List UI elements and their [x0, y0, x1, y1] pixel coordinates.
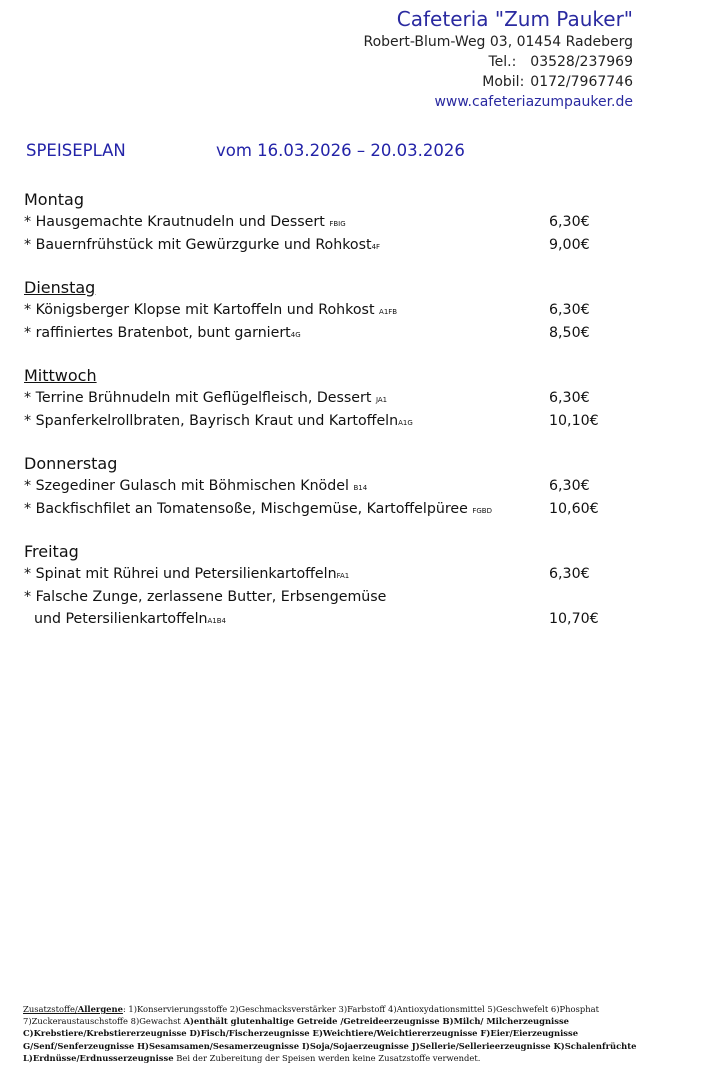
day-section-montag: [24, 188, 624, 256]
dish-row: [24, 410, 624, 433]
dish-name: * Bauernfrühstück mit Gewürzgurke und Rohkost: [24, 236, 372, 253]
day-heading: Dienstag: [24, 278, 96, 297]
footer-colon: :: [122, 1004, 129, 1014]
day-heading: Freitag: [24, 542, 79, 561]
allergen-codes: FA1: [336, 572, 350, 580]
day-heading: Donnerstag: [24, 454, 118, 473]
dish-name: * Spanferkelrollbraten, Bayrisch Kraut und Kartoffeln: [24, 412, 399, 429]
day-heading: Mittwoch: [24, 366, 97, 385]
dish-row: [24, 211, 624, 234]
allergen-codes: 4G: [290, 330, 301, 339]
allergen-codes: FGBD: [472, 506, 492, 515]
dish-price: 9,00€: [549, 236, 590, 253]
footer-label-allergens: Allergene: [77, 1004, 123, 1014]
dish-name: * Hausgemachte Krautnudeln und Dessert: [24, 214, 330, 230]
dish-row: [24, 498, 624, 521]
header: [363, 6, 633, 112]
dish-price: 6,30€: [549, 566, 590, 582]
additives-list: 1)Konservierungsstoffe 2)Geschmacksverstärker 3)Farbstoff 4)Antioxydationsmittel 5)Geschwefelt 6)Phosphat 7)Zuckeraustauschstoffe 8)Gewachst: [23, 1004, 599, 1027]
dish-row: [24, 234, 624, 257]
day-section-mittwoch: [24, 364, 624, 432]
allergen-codes: 4F: [371, 242, 381, 251]
dish-row: [24, 475, 624, 498]
speiseplan-label: SPEISEPLAN: [26, 141, 126, 160]
day-section-dienstag: [24, 276, 624, 344]
allergen-codes: B14: [353, 484, 368, 492]
dish-row: [24, 586, 624, 609]
dish-name: * raffiniertes Bratenbot, bunt garniert: [24, 324, 291, 341]
allergen-codes: JA1: [375, 396, 388, 404]
dish-name: * Szegediner Gulasch mit Böhmischen Knödel: [24, 478, 354, 494]
dish-price: 6,30€: [549, 390, 590, 406]
allergen-codes: A1FB: [379, 308, 398, 316]
dish-price: 6,30€: [549, 302, 590, 318]
dish-name: * Königsberger Klopse mit Kartoffeln und Rohkost: [24, 302, 380, 318]
dish-row: [24, 299, 624, 322]
date-range: vom 16.03.2026 – 20.03.2026: [216, 141, 465, 160]
dish-name: und Petersilienkartoffeln: [34, 611, 208, 627]
footer-note: Bei der Zubereitung der Speisen werden keine Zusatzstoffe verwendet.: [173, 1052, 481, 1063]
address: Robert-Blum-Weg 03, 01454 Radeberg: [363, 34, 633, 50]
dish-name: * Terrine Brühnudeln mit Geflügelfleisch, Dessert: [24, 390, 376, 406]
tel-number: 03528/237969: [530, 54, 633, 70]
dish-name: * Spinat mit Rührei und Petersilienkartoffeln: [24, 566, 337, 582]
dish-price: 10,70€: [549, 611, 599, 627]
dish-price: 6,30€: [549, 478, 590, 494]
dish-price: 6,30€: [549, 214, 590, 230]
dish-name: * Backfischfilet an Tomatensoße, Mischgemüse, Kartoffelpüree: [24, 500, 473, 517]
day-section-donnerstag: [24, 452, 624, 520]
footer-label-additives: Zusatzstoffe/: [23, 1004, 78, 1014]
tel-label: Tel.:: [488, 54, 517, 70]
dish-row: [24, 387, 624, 410]
allergen-codes: A1G: [398, 418, 413, 427]
allergen-codes: A1B4: [207, 617, 227, 625]
day-section-freitag: [24, 540, 624, 631]
allergens-list: A)enthält glutenhaltige Getreide /Getreideerzeugnisse B)Milch/ Milcherzeugnisse C)Krebstiere/Krebstiererzeugnisse D)Fisch/Fischerzeugnisse E)Weichtiere/Weichtiererzeugnisse F)Eier/Eierzeugnisse G/Senf/Senferzeugnisse H)Sesamsamen/Sesamerzeugnisse I)Soja/Sojaerzeugnisse J)Sellerie/Sellerieerzeugnisse K)Schalenfrüchte L)Erdnüsse/Erdnusserzeugnisse: [23, 1016, 637, 1063]
dish-row: [24, 608, 624, 631]
dish-price: 10,60€: [549, 500, 599, 517]
dish-row: [24, 322, 624, 345]
telephone: [363, 52, 633, 72]
weekday-menu: [24, 188, 624, 651]
allergen-codes: FBIG: [329, 220, 346, 228]
dish-row: [24, 563, 624, 586]
cafeteria-name: Cafeteria "Zum Pauker": [396, 7, 633, 31]
mobile: [363, 72, 633, 92]
day-heading: Montag: [24, 190, 84, 209]
allergen-footer: [23, 1003, 683, 1064]
mobil-number: 0172/7967746: [530, 74, 633, 90]
mobil-label: Mobil:: [482, 74, 525, 90]
dish-price: 10,10€: [549, 412, 599, 429]
dish-price: 8,50€: [549, 324, 590, 341]
dish-name: * Falsche Zunge, zerlassene Butter, Erbsengemüse: [24, 588, 387, 605]
website-link[interactable]: www.cafeteriazumpauker.de: [434, 94, 633, 110]
